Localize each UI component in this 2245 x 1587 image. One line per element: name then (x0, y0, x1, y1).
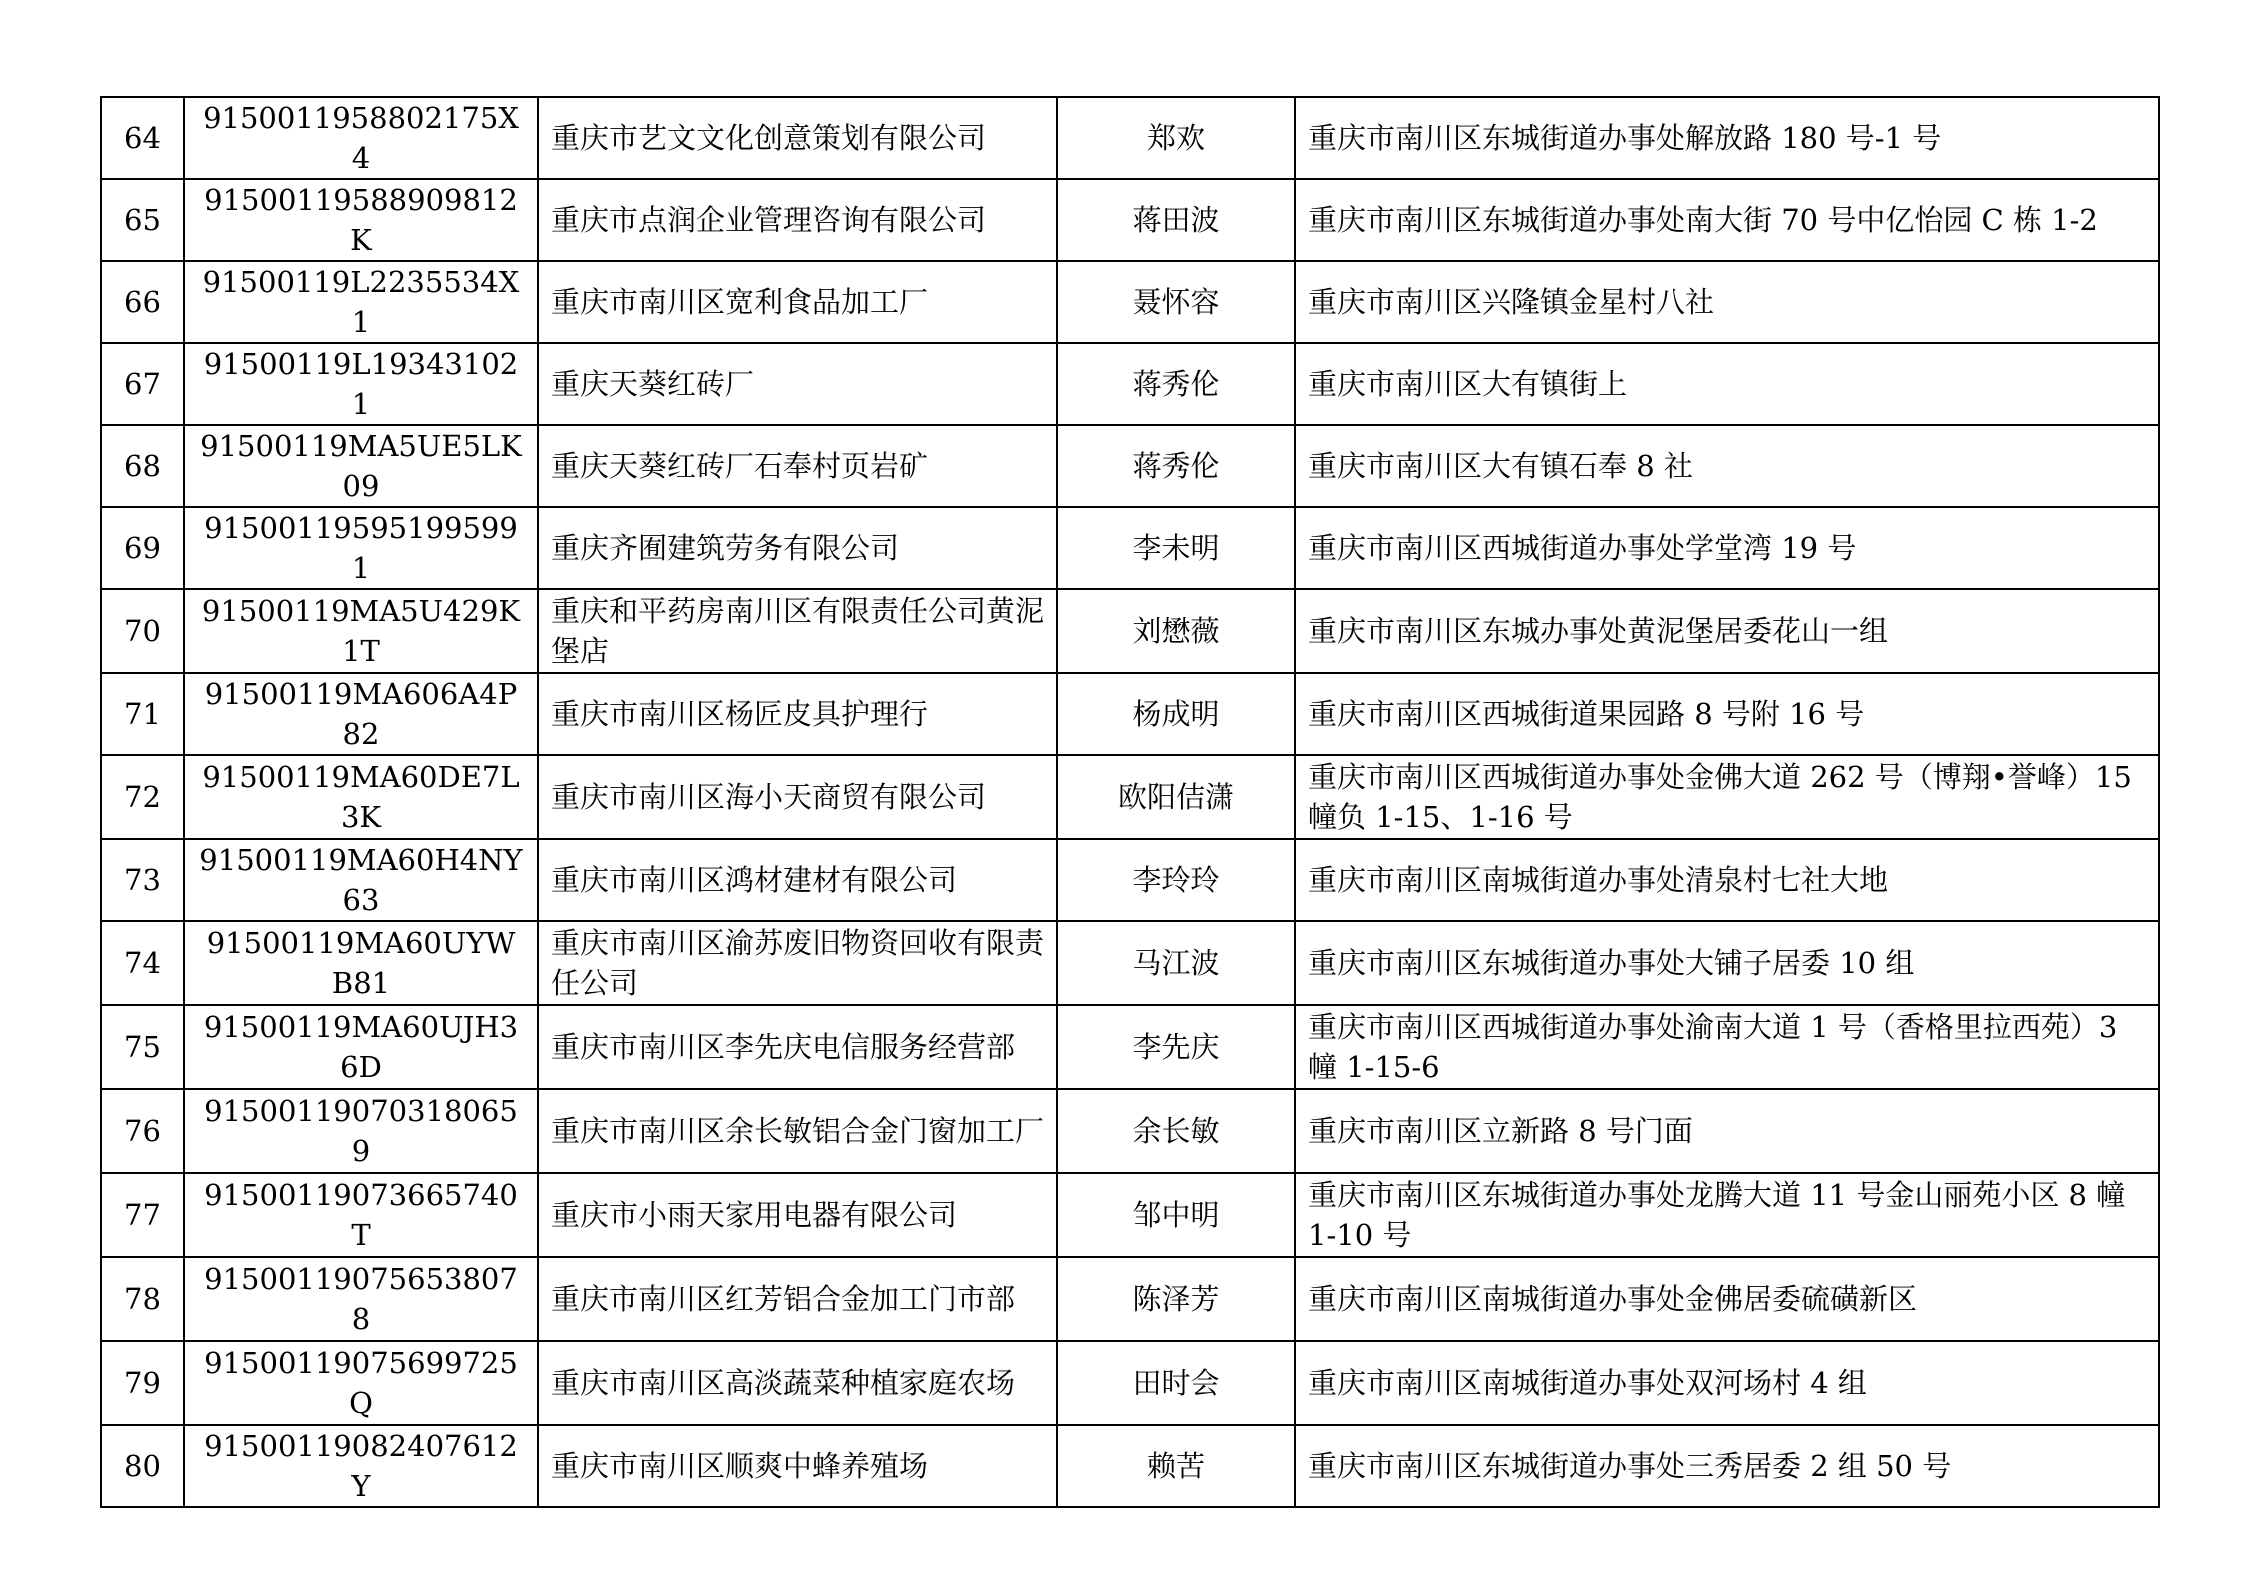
credit-code-cell: 91500119075699725Q (184, 1341, 538, 1425)
company-name-cell: 重庆齐囿建筑劳务有限公司 (538, 507, 1057, 589)
credit-code-cell: 915001190756538078 (184, 1257, 538, 1341)
registered-address-cell: 重庆市南川区立新路 8 号门面 (1295, 1089, 2159, 1173)
legal-representative-cell: 郑欢 (1057, 97, 1295, 179)
registered-address-cell: 重庆市南川区兴隆镇金星村八社 (1295, 261, 2159, 343)
credit-code-cell: 91500119MA606A4P82 (184, 673, 538, 755)
registered-address-cell: 重庆市南川区东城街道办事处龙腾大道 11 号金山丽苑小区 8 幢 1-10 号 (1295, 1173, 2159, 1257)
company-name-cell: 重庆市艺文文化创意策划有限公司 (538, 97, 1057, 179)
legal-representative-cell: 欧阳佶潇 (1057, 755, 1295, 839)
credit-code-cell: 91500119073665740T (184, 1173, 538, 1257)
row-number-cell: 75 (101, 1005, 184, 1089)
table-row (101, 1005, 2159, 1089)
registered-address-cell: 重庆市南川区西城街道办事处渝南大道 1 号（香格里拉西苑）3 幢 1-15-6 (1295, 1005, 2159, 1089)
credit-code-cell: 91500119082407612Y (184, 1425, 538, 1507)
company-name-cell: 重庆市南川区鸿材建材有限公司 (538, 839, 1057, 921)
row-number-cell: 64 (101, 97, 184, 179)
registered-address-cell: 重庆市南川区东城街道办事处大铺子居委 10 组 (1295, 921, 2159, 1005)
legal-representative-cell: 蒋秀伦 (1057, 343, 1295, 425)
table-row (101, 1341, 2159, 1425)
legal-representative-cell: 刘懋薇 (1057, 589, 1295, 673)
company-name-cell: 重庆市小雨天家用电器有限公司 (538, 1173, 1057, 1257)
table-row (101, 507, 2159, 589)
company-name-cell: 重庆市南川区杨匠皮具护理行 (538, 673, 1057, 755)
table-row (101, 261, 2159, 343)
table-row (101, 1257, 2159, 1341)
company-name-cell: 重庆市点润企业管理咨询有限公司 (538, 179, 1057, 261)
row-number-cell: 74 (101, 921, 184, 1005)
company-name-cell: 重庆市南川区宽利食品加工厂 (538, 261, 1057, 343)
legal-representative-cell: 陈泽芳 (1057, 1257, 1295, 1341)
row-number-cell: 70 (101, 589, 184, 673)
legal-representative-cell: 杨成明 (1057, 673, 1295, 755)
registry-table-body (101, 97, 2159, 1507)
company-name-cell: 重庆市南川区海小天商贸有限公司 (538, 755, 1057, 839)
company-name-cell: 重庆市南川区余长敏铝合金门窗加工厂 (538, 1089, 1057, 1173)
row-number-cell: 68 (101, 425, 184, 507)
registered-address-cell: 重庆市南川区西城街道果园路 8 号附 16 号 (1295, 673, 2159, 755)
company-name-cell: 重庆天葵红砖厂 (538, 343, 1057, 425)
company-name-cell: 重庆市南川区高淡蔬菜种植家庭农场 (538, 1341, 1057, 1425)
row-number-cell: 77 (101, 1173, 184, 1257)
row-number-cell: 80 (101, 1425, 184, 1507)
table-row (101, 179, 2159, 261)
company-name-cell: 重庆和平药房南川区有限责任公司黄泥堡店 (538, 589, 1057, 673)
credit-code-cell: 91500119L193431021 (184, 343, 538, 425)
registered-address-cell: 重庆市南川区东城街道办事处解放路 180 号-1 号 (1295, 97, 2159, 179)
credit-code-cell: 9150011958802175X4 (184, 97, 538, 179)
table-row (101, 1089, 2159, 1173)
credit-code-cell: 915001195951995991 (184, 507, 538, 589)
legal-representative-cell: 田时会 (1057, 1341, 1295, 1425)
row-number-cell: 66 (101, 261, 184, 343)
table-row (101, 425, 2159, 507)
credit-code-cell: 91500119MA60H4NY63 (184, 839, 538, 921)
registered-address-cell: 重庆市南川区南城街道办事处双河场村 4 组 (1295, 1341, 2159, 1425)
registered-address-cell: 重庆市南川区西城街道办事处学堂湾 19 号 (1295, 507, 2159, 589)
row-number-cell: 73 (101, 839, 184, 921)
table-row (101, 673, 2159, 755)
row-number-cell: 76 (101, 1089, 184, 1173)
table-row (101, 589, 2159, 673)
legal-representative-cell: 蒋田波 (1057, 179, 1295, 261)
credit-code-cell: 91500119MA60DE7L3K (184, 755, 538, 839)
row-number-cell: 67 (101, 343, 184, 425)
table-row (101, 921, 2159, 1005)
row-number-cell: 65 (101, 179, 184, 261)
credit-code-cell: 91500119MA5UE5LK09 (184, 425, 538, 507)
credit-code-cell: 91500119MA5U429K1T (184, 589, 538, 673)
legal-representative-cell: 余长敏 (1057, 1089, 1295, 1173)
legal-representative-cell: 蒋秀伦 (1057, 425, 1295, 507)
table-row (101, 839, 2159, 921)
credit-code-cell: 91500119MA60UYWB81 (184, 921, 538, 1005)
legal-representative-cell: 邹中明 (1057, 1173, 1295, 1257)
row-number-cell: 69 (101, 507, 184, 589)
row-number-cell: 79 (101, 1341, 184, 1425)
registered-address-cell: 重庆市南川区西城街道办事处金佛大道 262 号（博翔•誉峰）15 幢负 1-15、1-16 号 (1295, 755, 2159, 839)
company-name-cell: 重庆市南川区李先庆电信服务经营部 (538, 1005, 1057, 1089)
registered-address-cell: 重庆市南川区东城街道办事处南大街 70 号中亿怡园 C 栋 1-2 (1295, 179, 2159, 261)
legal-representative-cell: 赖苦 (1057, 1425, 1295, 1507)
row-number-cell: 71 (101, 673, 184, 755)
legal-representative-cell: 李先庆 (1057, 1005, 1295, 1089)
registered-address-cell: 重庆市南川区大有镇街上 (1295, 343, 2159, 425)
registered-address-cell: 重庆市南川区东城办事处黄泥堡居委花山一组 (1295, 589, 2159, 673)
company-name-cell: 重庆市南川区渝苏废旧物资回收有限责任公司 (538, 921, 1057, 1005)
row-number-cell: 78 (101, 1257, 184, 1341)
table-row (101, 343, 2159, 425)
table-row (101, 755, 2159, 839)
credit-code-cell: 91500119588909812K (184, 179, 538, 261)
registry-table (100, 96, 2160, 1508)
legal-representative-cell: 聂怀容 (1057, 261, 1295, 343)
row-number-cell: 72 (101, 755, 184, 839)
credit-code-cell: 91500119L2235534X1 (184, 261, 538, 343)
registered-address-cell: 重庆市南川区南城街道办事处金佛居委硫磺新区 (1295, 1257, 2159, 1341)
table-row (101, 1173, 2159, 1257)
registry-sheet (100, 96, 2158, 1508)
legal-representative-cell: 李未明 (1057, 507, 1295, 589)
company-name-cell: 重庆市南川区红芳铝合金加工门市部 (538, 1257, 1057, 1341)
company-name-cell: 重庆市南川区顺爽中蜂养殖场 (538, 1425, 1057, 1507)
company-name-cell: 重庆天葵红砖厂石奉村页岩矿 (538, 425, 1057, 507)
registered-address-cell: 重庆市南川区大有镇石奉 8 社 (1295, 425, 2159, 507)
table-row (101, 97, 2159, 179)
credit-code-cell: 91500119MA60UJH36D (184, 1005, 538, 1089)
credit-code-cell: 915001190703180659 (184, 1089, 538, 1173)
legal-representative-cell: 李玲玲 (1057, 839, 1295, 921)
registered-address-cell: 重庆市南川区南城街道办事处清泉村七社大地 (1295, 839, 2159, 921)
table-row (101, 1425, 2159, 1507)
legal-representative-cell: 马江波 (1057, 921, 1295, 1005)
registered-address-cell: 重庆市南川区东城街道办事处三秀居委 2 组 50 号 (1295, 1425, 2159, 1507)
